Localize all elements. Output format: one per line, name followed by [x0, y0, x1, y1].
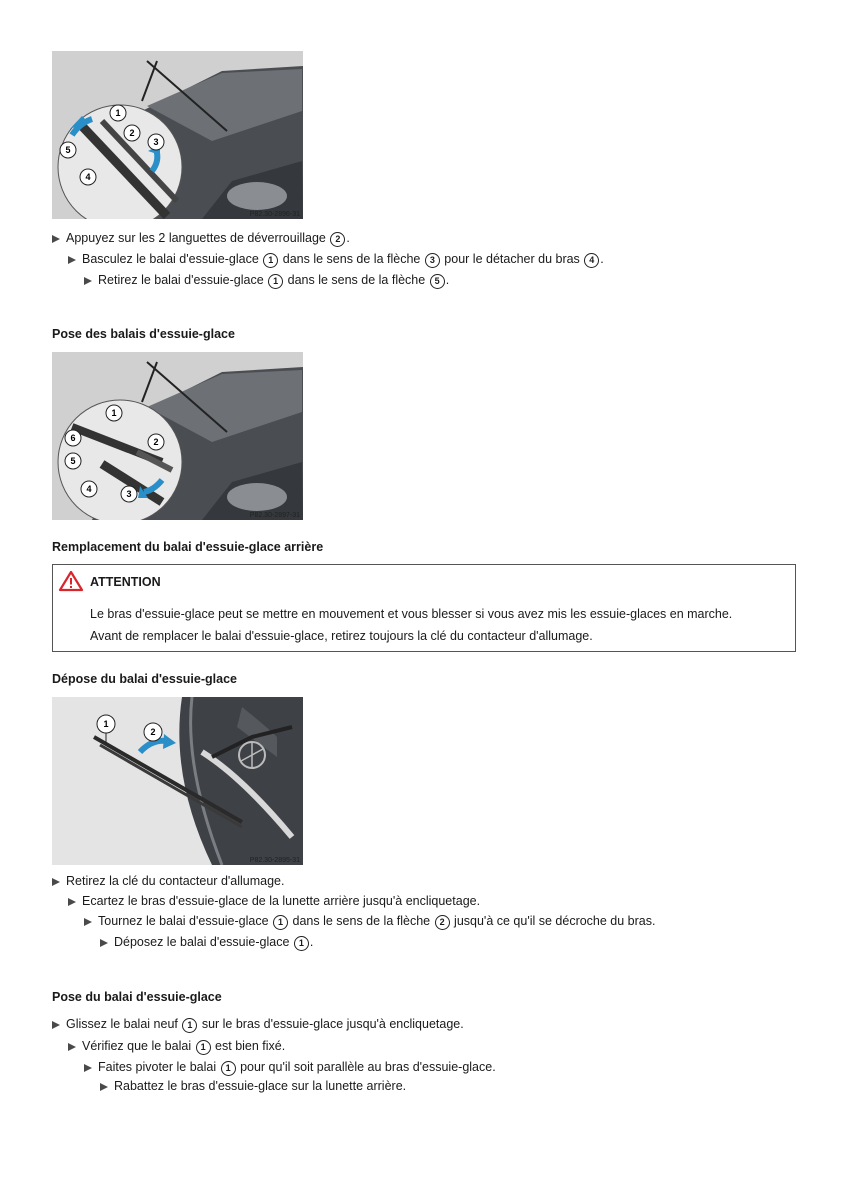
callout-number: 1 — [294, 936, 309, 951]
step-rotate-blade: Tournez le balai d'essuie-glace 1 dans le sens de la flèche 2 jusqu'à ce qu'il se décroche du bras. — [84, 913, 655, 929]
warning-text: Le bras d'essuie-glace peut se mettre en mouvement et vous blesser si vous avez mis les essuie-glaces en marche. — [90, 607, 733, 621]
callout-number: 1 — [196, 1040, 211, 1055]
fig3-label: 2 — [150, 727, 156, 737]
bullet-arrow-icon — [52, 878, 60, 886]
figure-code: P82.30-2895-31 — [249, 857, 300, 864]
bullet-arrow-icon — [84, 1064, 92, 1072]
callout-number: 1 — [221, 1061, 236, 1076]
warning-box — [52, 564, 796, 652]
bullet-arrow-icon — [100, 939, 108, 947]
fig2-label: 6 — [70, 433, 76, 443]
section-heading: Remplacement du balai d'essuie-glace arrière — [52, 540, 324, 554]
figure-code: P82.30-2896-31 — [249, 211, 300, 218]
callout-number: 1 — [268, 274, 283, 289]
callout-number: 1 — [182, 1018, 197, 1033]
bullet-arrow-icon — [52, 1021, 60, 1029]
warning-triangle-icon — [58, 570, 84, 592]
fig3-label: 1 — [103, 719, 109, 729]
warning-title: ATTENTION — [90, 575, 161, 589]
figure-wiper-front-install — [52, 352, 303, 520]
callout-number: 2 — [330, 232, 345, 247]
fig1-label: 2 — [129, 128, 135, 138]
section-heading: Pose des balais d'essuie-glace — [52, 327, 235, 341]
callout-number: 2 — [435, 915, 450, 930]
fig2-label: 2 — [153, 437, 159, 447]
fig1-label: 3 — [153, 137, 159, 147]
step-fold-arm: Rabattez le bras d'essuie-glace sur la lunette arrière. — [100, 1078, 406, 1094]
figure-wiper-front-removal — [52, 51, 303, 219]
fig1-label: 1 — [115, 108, 121, 118]
bullet-arrow-icon — [68, 256, 76, 264]
fig1-label: 5 — [65, 145, 71, 155]
fig2-label: 5 — [70, 456, 76, 466]
section-heading: Dépose du balai d'essuie-glace — [52, 672, 237, 686]
callout-number: 3 — [425, 253, 440, 268]
callout-number: 4 — [584, 253, 599, 268]
fig2-label: 4 — [86, 484, 92, 494]
step-rotate-parallel: Faites pivoter le balai 1 pour qu'il soit parallèle au bras d'essuie-glace. — [84, 1059, 496, 1075]
bullet-arrow-icon — [84, 918, 92, 926]
step-check-blade: Vérifiez que le balai 1 est bien fixé. — [68, 1038, 285, 1054]
step-remove-blade: Retirez le balai d'essuie-glace 1 dans le sens de la flèche 5 . — [84, 272, 449, 288]
warning-text: Avant de remplacer le balai d'essuie-glace, retirez toujours la clé du contacteur d'allumage. — [90, 629, 593, 643]
step-tilt-blade: Basculez le balai d'essuie-glace 1 dans le sens de la flèche 3 pour le détacher du bras 4 . — [68, 251, 604, 267]
step-slide-blade: Glissez le balai neuf 1 sur le bras d'essuie-glace jusqu'à encliquetage. — [52, 1016, 464, 1032]
bullet-arrow-icon — [100, 1083, 108, 1091]
figure-code: P82.30-2897-31 — [249, 512, 300, 519]
fig2-label: 3 — [126, 489, 132, 499]
bullet-arrow-icon — [52, 235, 60, 243]
step-remove-rear-blade: Déposez le balai d'essuie-glace 1 . — [100, 934, 313, 950]
bullet-arrow-icon — [84, 277, 92, 285]
figure-rear-wiper — [52, 697, 303, 865]
section-heading: Pose du balai d'essuie-glace — [52, 990, 222, 1004]
bullet-arrow-icon — [68, 898, 76, 906]
step-remove-key: Retirez la clé du contacteur d'allumage. — [52, 873, 284, 889]
callout-number: 1 — [263, 253, 278, 268]
bullet-arrow-icon — [68, 1043, 76, 1051]
callout-number: 1 — [273, 915, 288, 930]
step-press-tabs: Appuyez sur les 2 languettes de déverrouillage 2 . — [52, 230, 350, 246]
step-lift-arm: Ecartez le bras d'essuie-glace de la lunette arrière jusqu'à encliquetage. — [68, 893, 480, 909]
callout-number: 5 — [430, 274, 445, 289]
fig1-label: 4 — [85, 172, 91, 182]
fig2-label: 1 — [111, 408, 117, 418]
